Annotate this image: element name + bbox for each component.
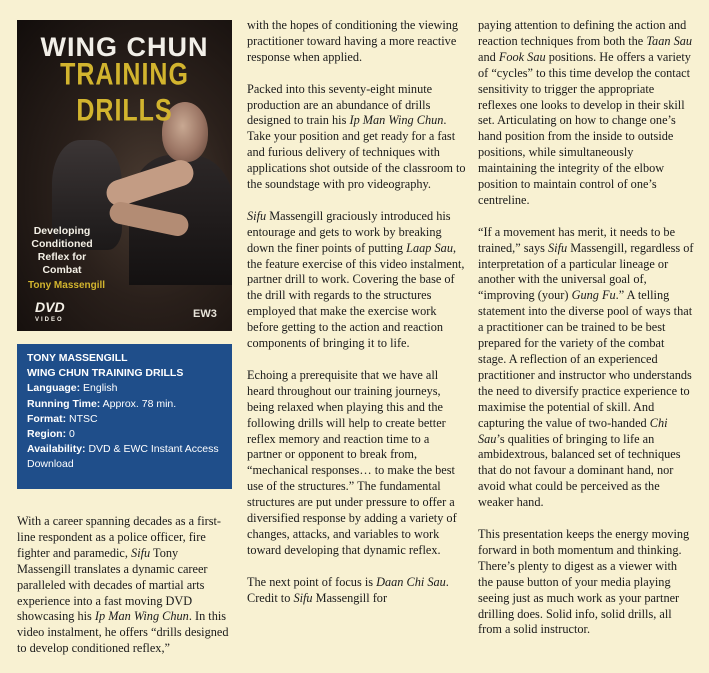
- info-running-time: [27, 397, 222, 412]
- article-column-3: [478, 18, 694, 654]
- info-running-value: Approx. 78 min.: [102, 397, 177, 410]
- article-paragraph: “If a movement has merit, it needs to be trained,” says Sifu Massengill, regardless of interpretation of a particular lineage or another with the universal goal of, “improving (your) Gung Fu.” A telling statement into the diverse pool of ways that a practitioner can be trained to be best prepared for the variety of the combat stage. A reflection of an experienced practitioner and instructor who understands the need to diversify practice experience to maximise the potential of skill. And capturing the value of two-handed Chi Sau’s qualities of bringing to life an ambidextrous, balanced set of techniques that do not favour a dominant hand, nor avoid what could be perceived as the weaker hand.: [478, 224, 694, 510]
- dvd-logo-text: DVD: [35, 299, 65, 315]
- dvd-logo-sub: VIDEO: [35, 317, 64, 323]
- info-format: [27, 412, 222, 427]
- article-paragraph: paying attention to defining the action and reaction techniques from both the Taan Sau and Fook Sau positions. He offers a variety of “cycles” to this time develop the contact sensitivity to trigger the appropriate reflexes one looks to develop in their skill set. Articulating on how to change one’s hand position from the inside to outside positions, while simultaneously maintaining the integrity of the elbow position to maintain control of one’s centreline.: [478, 18, 693, 207]
- article-paragraph: This presentation keeps the energy moving forward in both momentum and thinking. There’s plenty to digest as a viewer with the pause button of your media playing seeing just as much work as your partner drilling does. Solid info, solid drills, all from a solid instructor.: [478, 526, 690, 637]
- dvd-cover-image: [17, 20, 232, 331]
- info-availability-label: Availability:: [27, 443, 86, 456]
- dvd-logo: [35, 301, 65, 327]
- article-column-1: [17, 514, 235, 673]
- publisher-logo: EW3: [193, 308, 217, 320]
- article-paragraph: The next point of focus is Daan Chi Sau. Credit to Sifu Massengill for: [247, 574, 449, 605]
- article-paragraph: Sifu Massengill graciously introduced his entourage and gets to work by breaking down the finer points of putting Laap Sau, the feature exercise of this video instalment, partner drill to work. Covering the base of the drill with regards to the structures employed that make the exercise work before getting to the action and reaction components of bringing it to life.: [247, 208, 465, 351]
- article-paragraph: With a career spanning decades as a first-line respondent as a police officer, fire fighter and paramedic, Sifu Tony Massengill translates a dynamic career paralleled with decades of martial arts experience into a fast moving DVD showcasing his Ip Man Wing Chun. In this video instalment, he offers “drills designed to develop conditioned reflex,”: [17, 514, 229, 656]
- article-paragraph: Echoing a prerequisite that we have all heard throughout our training journeys, being relaxed when playing this and the following drills will help to create better reflex memory and reaction time to a partner or opponent to break from, “mechanical responses… to make the best use of the structures.” The fundamental structures are put under pressure to offer a diversified response by adding a variety of changes, attacks, and variables to work toward developing that dynamic reflex.: [247, 367, 457, 557]
- info-format-value: NTSC: [69, 412, 98, 425]
- info-availability-value: DVD & EWC Instant Access Download: [27, 443, 219, 471]
- cover-title-line2: TRAINING DRILLS: [60, 56, 189, 128]
- cover-title-line1: WING CHUN: [40, 32, 209, 62]
- cover-author: Tony Massengill: [28, 280, 106, 291]
- info-name: TONY MASSENGILL: [27, 352, 128, 364]
- info-region-label: Region:: [27, 428, 67, 441]
- cover-subtitle: Developing Conditioned Reflex for Combat: [31, 225, 93, 276]
- info-language-value: English: [83, 382, 118, 395]
- info-title: WING CHUN TRAINING DRILLS: [27, 367, 184, 380]
- article-paragraph: Packed into this seventy-eight minute production are an abundance of drills designed to train his Ip Man Wing Chun. Take your position and get ready for a fast and furious delivery of techniques with applications shot outside of the classroom to the soundstage with pro videography.: [247, 81, 466, 192]
- product-info-box: [17, 344, 232, 489]
- info-running-label: Running Time:: [27, 397, 101, 410]
- article-paragraph: with the hopes of conditioning the viewing practitioner toward having a more reactive response when applied.: [247, 18, 459, 64]
- info-format-label: Format:: [27, 412, 67, 425]
- info-region: [27, 427, 222, 442]
- info-language: [27, 381, 222, 396]
- info-availability: [27, 442, 222, 472]
- info-language-label: Language:: [27, 382, 81, 395]
- info-region-value: 0: [69, 428, 75, 441]
- article-column-2: [247, 18, 467, 622]
